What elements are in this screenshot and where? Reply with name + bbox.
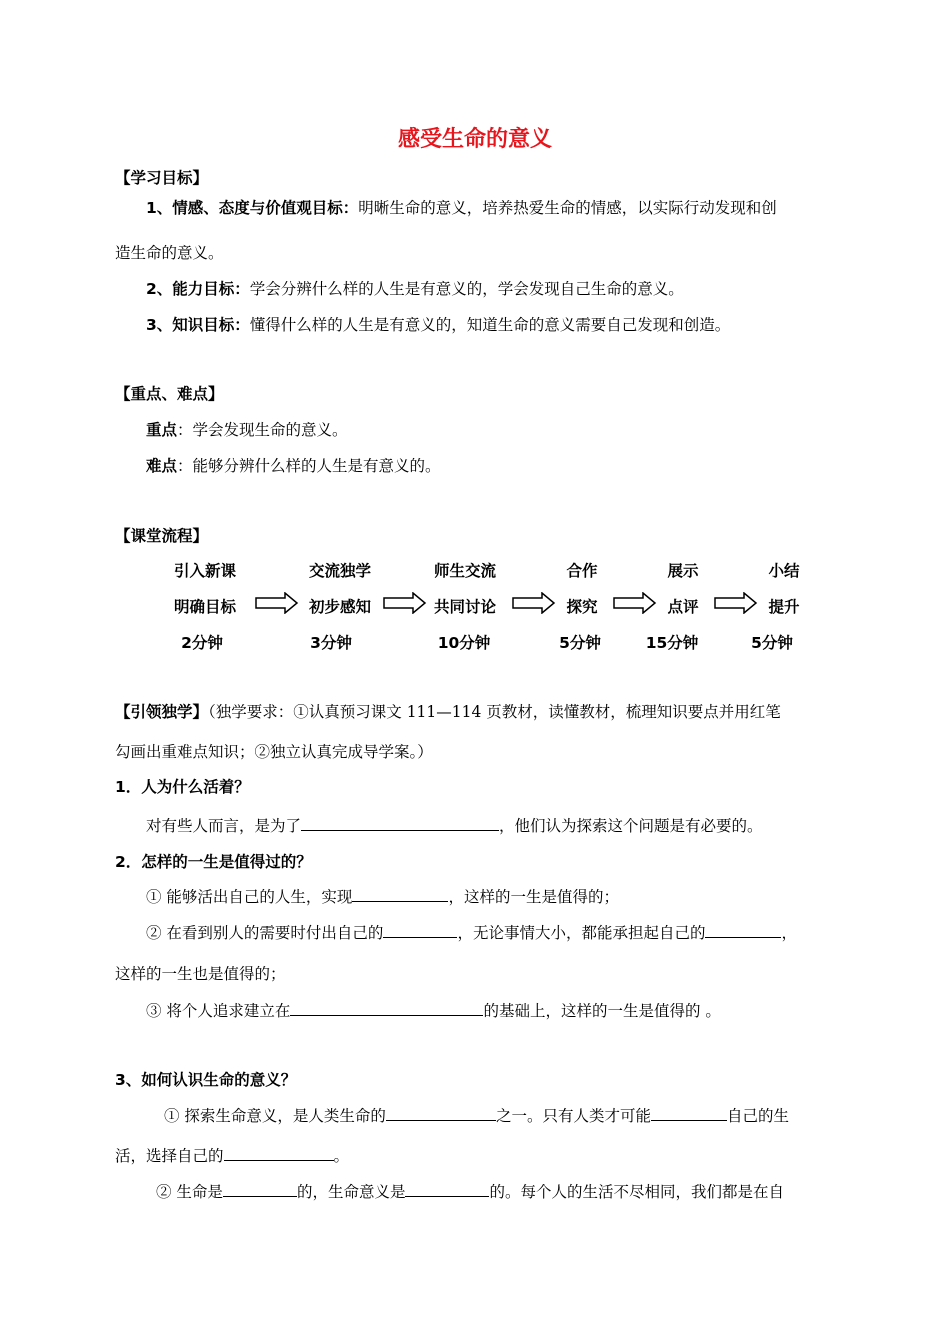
q3-2-blank-2[interactable]	[405, 1182, 489, 1197]
q1-text-pre: 对有些人而言，是为了	[146, 817, 302, 835]
flow-step-time: 15分钟	[645, 634, 699, 652]
q3-2-text-pre: ② 生命是	[156, 1183, 223, 1201]
q2-3-text-post: 的基础上，这样的一生是值得的 。	[483, 1002, 721, 1020]
q2-3-blank[interactable]	[290, 1001, 483, 1016]
flow-step-top: 师生交流	[433, 562, 496, 580]
flow-heading: 【课堂流程】	[115, 527, 209, 545]
key-points-heading: 【重点、难点】	[115, 385, 224, 403]
q2-1-blank[interactable]	[352, 887, 448, 902]
objective-3-label: 3、知识目标：	[146, 316, 250, 334]
difficulty-label: 难点	[146, 457, 178, 475]
question-2: 2．怎样的一生是值得过的？	[115, 853, 312, 871]
objective-1-text: 明晰生命的意义，培养热爱生命的情感，以实际行动发现和创	[358, 199, 777, 217]
guide-heading: 【引领独学】	[115, 703, 209, 721]
q3-2-text-post: 的。每个人的生活不尽相同，我们都是在自	[489, 1183, 784, 1201]
q2-2-blank-1[interactable]	[383, 923, 457, 938]
flow-step-mid: 共同讨论	[433, 598, 496, 616]
difficulty-point	[146, 454, 441, 476]
q3-1-cont-post: 。	[333, 1147, 350, 1165]
q3-2-text-mid: 的，生命意义是	[296, 1183, 406, 1201]
question-2-item-2-continued: 这样的一生也是值得的；	[115, 965, 286, 983]
flow-step-mid: 明确目标	[173, 598, 236, 616]
q2-3-text-pre: ③ 将个人追求建立在	[146, 1002, 291, 1020]
q3-1-blank-3[interactable]	[224, 1146, 334, 1161]
objective-3	[146, 313, 730, 335]
q3-1-blank-2[interactable]	[651, 1106, 727, 1121]
flow-step-mid: 探究	[566, 598, 598, 616]
flow-step-top: 合作	[566, 562, 598, 580]
guide-req-line1: （独学要求：①认真预习课文 111—114 页教材，读懂教材，梳理知识要点并用红笔	[208, 703, 781, 721]
flow-arrow-icon	[383, 592, 427, 614]
flow-arrow-icon	[255, 592, 299, 614]
q2-2-text-mid: ，无论事情大小，都能承担起自己的	[457, 924, 706, 942]
q3-2-blank-1[interactable]	[223, 1182, 297, 1197]
question-2-item-2	[146, 921, 797, 943]
guide-requirements	[115, 700, 781, 722]
q2-2-blank-2[interactable]	[705, 923, 781, 938]
page-title: 感受生命的意义	[397, 127, 552, 152]
q1-text-post: ，他们认为探索这个问题是有必要的。	[499, 817, 763, 835]
objectives-heading: 【学习目标】	[115, 169, 209, 187]
objective-2-text: 学会分辨什么样的人生是有意义的，学会发现自己生命的意义。	[249, 280, 684, 298]
q2-1-text-pre: ① 能够活出自己的人生，实现	[146, 888, 353, 906]
q3-1-text-pre: ① 探索生命意义，是人类生命的	[164, 1107, 386, 1125]
flow-arrow-icon	[512, 592, 556, 614]
objective-1-continued: 造生命的意义。	[115, 244, 224, 262]
question-1-answer	[146, 814, 763, 836]
q2-1-text-post: ，这样的一生是值得的；	[448, 888, 619, 906]
key-point-text: ：学会发现生命的意义。	[177, 421, 348, 439]
objective-3-text: 懂得什么样的人生是有意义的，知道生命的意义需要自己发现和创造。	[249, 316, 731, 334]
flow-step-top: 交流独学	[308, 562, 371, 580]
question-3-item-2	[156, 1180, 784, 1202]
objective-1	[146, 196, 777, 218]
key-point	[146, 418, 348, 440]
flow-step-time: 10分钟	[437, 634, 491, 652]
guide-req-line2: 勾画出重难点知识；②独立认真完成导学案。）	[115, 743, 433, 761]
objective-2-label: 2、能力目标：	[146, 280, 250, 298]
flow-step-time: 5分钟	[751, 634, 793, 652]
question-3-item-1-continued	[115, 1144, 349, 1166]
flow-step-mid: 初步感知	[308, 598, 371, 616]
q3-1-cont-pre: 活，选择自己的	[115, 1147, 224, 1165]
q2-2-text-pre: ② 在看到别人的需要时付出自己的	[146, 924, 384, 942]
flow-step-top: 引入新课	[173, 562, 236, 580]
q1-blank[interactable]	[301, 816, 499, 831]
flow-step-time: 3分钟	[310, 634, 352, 652]
flow-step-time: 2分钟	[181, 634, 223, 652]
difficulty-text: ：能够分辨什么样的人生是有意义的。	[177, 457, 441, 475]
question-3-item-1	[164, 1104, 789, 1126]
q3-1-text-mid: 之一。只有人类才可能	[495, 1107, 651, 1125]
question-3: 3、如何认识生命的意义？	[115, 1071, 297, 1089]
question-1: 1．人为什么活着？	[115, 778, 250, 796]
q3-1-text-post: 自己的生	[726, 1107, 789, 1125]
flow-arrow-icon	[714, 592, 758, 614]
flow-step-top: 小结	[768, 562, 800, 580]
flow-arrow-icon	[613, 592, 657, 614]
objective-2	[146, 277, 684, 299]
flow-step-time: 5分钟	[559, 634, 601, 652]
flow-step-mid: 提升	[768, 598, 800, 616]
key-point-label: 重点	[146, 421, 178, 439]
question-2-item-3	[146, 999, 721, 1021]
flow-step-mid: 点评	[667, 598, 699, 616]
flow-step-top: 展示	[667, 562, 699, 580]
q3-1-blank-1[interactable]	[386, 1106, 496, 1121]
objective-1-label: 1、情感、态度与价值观目标：	[146, 199, 359, 217]
question-2-item-1	[146, 885, 619, 907]
q2-2-text-post: ，	[781, 924, 797, 942]
